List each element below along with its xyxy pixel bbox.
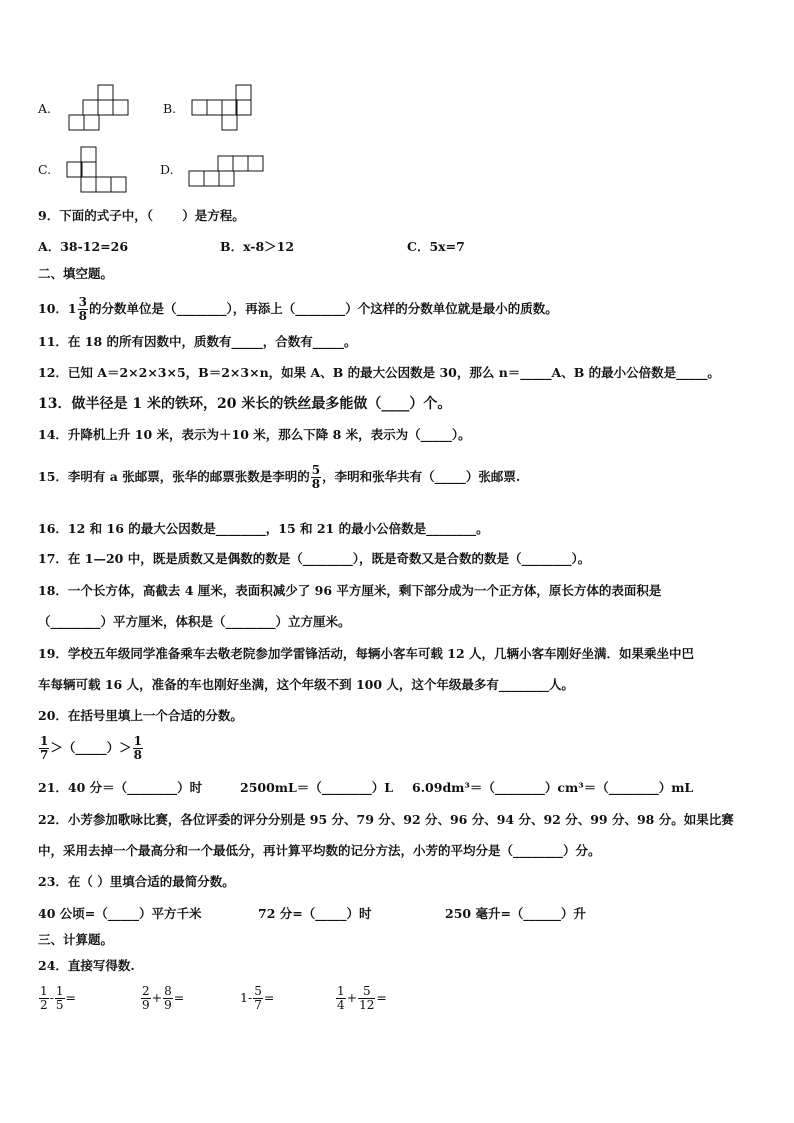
expression-2 (140, 985, 184, 1012)
expr-4-num-1: 1 (337, 984, 345, 998)
question-15-post: ，李明和张华共有（_____）张邮票. (322, 469, 521, 484)
expr-1-den-2: 5 (55, 998, 64, 1012)
question-17: 17．在 1—20 中，既是质数又是偶数的数是（________），既是奇数又是合数的数是（________）。 (38, 551, 591, 566)
section-2-heading: 二、填空题。 (38, 266, 114, 281)
question-12: 12．已知 A＝2×2×3×5，B＝2×3×n，如果 A、B 的最大公因数是 30，那么 n＝_____A、B 的最小公倍数是_____。 (38, 365, 720, 380)
question-10-numerator: 3 (78, 295, 87, 309)
expr-4-operator: + (346, 990, 358, 1005)
expr-2-frac-1 (141, 985, 151, 1012)
question-21-part-c: 6.09dm³＝（________）cm³＝（________）mL (412, 780, 694, 795)
expr-3-frac-1 (253, 985, 263, 1012)
question-20-fraction-right (133, 735, 143, 762)
question-20-left-denominator: 7 (40, 748, 49, 762)
question-14: 14．升降机上升 10 米，表示为＋10 米，那么下降 8 米，表示为（_____）。 (38, 427, 471, 442)
question-10-text: 的分数单位是（________），再添上（________）个这样的分数单位就是最小的质数。 (88, 301, 558, 316)
question-15 (38, 464, 520, 491)
expression-1 (38, 985, 76, 1012)
question-18-line-2: （________）平方厘米，体积是（________）立方厘米。 (38, 614, 351, 629)
question-18-line-1: 18．一个长方体，高截去 4 厘米，表面积减少了 96 平方厘米，剩下部分成为一个正方体，原长方体的表面积是 (38, 583, 662, 598)
question-19-line-1: 19．学校五年级同学准备乘车去敬老院参加学雷锋活动，每辆小客车可载 12 人，几辆小客车刚好坐满．如果乘坐中巴 (38, 646, 694, 661)
expr-1-frac-1 (39, 985, 49, 1012)
expr-2-equals: = (173, 990, 185, 1005)
expression-3 (240, 985, 274, 1012)
expr-3-den-1: 7 (254, 998, 262, 1012)
option-d-label: D. (160, 162, 174, 177)
expr-4-den-1: 4 (337, 998, 345, 1012)
question-20-right-denominator: 8 (133, 748, 142, 762)
question-20-left-numerator: 1 (40, 734, 49, 748)
expr-2-num-2: 8 (164, 984, 172, 998)
question-9-option-c: C．5x=7 (407, 239, 465, 254)
question-23-part-c: 250 毫升=（______）升 (445, 906, 586, 921)
question-20-fraction-left (39, 735, 49, 762)
cube-net-c (66, 146, 130, 196)
section-3-heading: 三、计算题。 (38, 932, 114, 947)
question-10-whole: 1 (67, 301, 77, 316)
question-15-numerator: 5 (311, 463, 321, 477)
expr-1-num-2: 1 (55, 984, 64, 998)
expr-1-operator: - (49, 990, 54, 1005)
question-20-expression (38, 735, 144, 762)
cube-net-b (191, 84, 255, 134)
expr-4-den-2: 12 (359, 998, 375, 1012)
question-21-part-b: 2500mL＝（________）L (240, 780, 394, 795)
expr-4-frac-1 (336, 985, 346, 1012)
question-23-stem: 23．在（ ）里填合适的最简分数。 (38, 874, 235, 889)
expr-2-operator: + (151, 990, 163, 1005)
question-24-stem: 24．直接写得数. (38, 958, 135, 973)
question-10 (38, 296, 558, 323)
expr-2-den-1: 9 (142, 998, 150, 1012)
expr-2-num-1: 2 (142, 984, 150, 998)
expr-3-num-1: 5 (254, 984, 262, 998)
question-13: 13．做半径是 1 米的铁环，20 米长的铁丝最多能做（____）个。 (38, 396, 452, 412)
question-20-right-numerator: 1 (133, 734, 142, 748)
expr-2-frac-2 (163, 985, 173, 1012)
expr-1-equals: = (65, 990, 76, 1005)
option-a-label: A. (38, 101, 52, 116)
question-9-stem: 9．下面的式子中，（ ）是方程。 (38, 208, 245, 223)
question-21-part-a: 21．40 分＝（________）时 (38, 780, 203, 795)
option-b-label: B. (163, 101, 177, 116)
question-22-line-2: 中，采用去掉一个最高分和一个最低分，再计算平均数的记分方法，小芳的平均分是（________）分。 (38, 843, 601, 858)
question-22-line-1: 22．小芳参加歌咏比赛，各位评委的评分分别是 95 分、79 分、92 分、96 分、94 分、92 分、99 分、98 分。如果比赛 (38, 812, 734, 827)
expr-3-equals: = (263, 990, 275, 1005)
question-10-number: 10． (38, 301, 68, 316)
question-23-part-a: 40 公顷=（_____）平方千米 (38, 906, 202, 921)
expr-3-prefix: 1- (240, 990, 253, 1005)
question-9-option-b: B．x-8＞12 (220, 239, 295, 254)
question-10-denominator: 8 (78, 309, 87, 323)
expr-1-frac-2 (55, 985, 65, 1012)
question-19-line-2: 车每辆可载 16 人，准备的车也刚好坐满，这个年级不到 100 人，这个年级最多有________人。 (38, 677, 574, 692)
expr-1-num-1: 1 (40, 984, 48, 998)
question-15-pre: 15．李明有 a 张邮票，张华的邮票张数是李明的 (38, 469, 310, 484)
cube-net-a (68, 84, 132, 134)
question-10-fraction (78, 296, 88, 323)
question-20-middle: ＞（_____）＞ (50, 740, 132, 755)
expression-4 (335, 985, 387, 1012)
expr-2-den-2: 9 (164, 998, 172, 1012)
question-15-fraction (311, 464, 321, 491)
question-23-part-b: 72 分=（_____）时 (258, 906, 372, 921)
question-11: 11．在 18 的所有因数中，质数有_____，合数有_____。 (38, 334, 357, 349)
question-15-denominator: 8 (311, 477, 321, 491)
expr-4-equals: = (376, 990, 387, 1005)
cube-net-d (188, 155, 266, 191)
question-20-stem: 20．在括号里填上一个合适的分数。 (38, 708, 243, 723)
expr-4-frac-2 (358, 985, 375, 1012)
expr-1-den-1: 2 (40, 998, 48, 1012)
question-16: 16．12 和 16 的最大公因数是________，15 和 21 的最小公倍数是________。 (38, 521, 489, 536)
question-9-option-a: A．38-12=26 (38, 239, 129, 254)
expr-4-num-2: 5 (358, 985, 375, 999)
option-c-label: C. (38, 162, 52, 177)
